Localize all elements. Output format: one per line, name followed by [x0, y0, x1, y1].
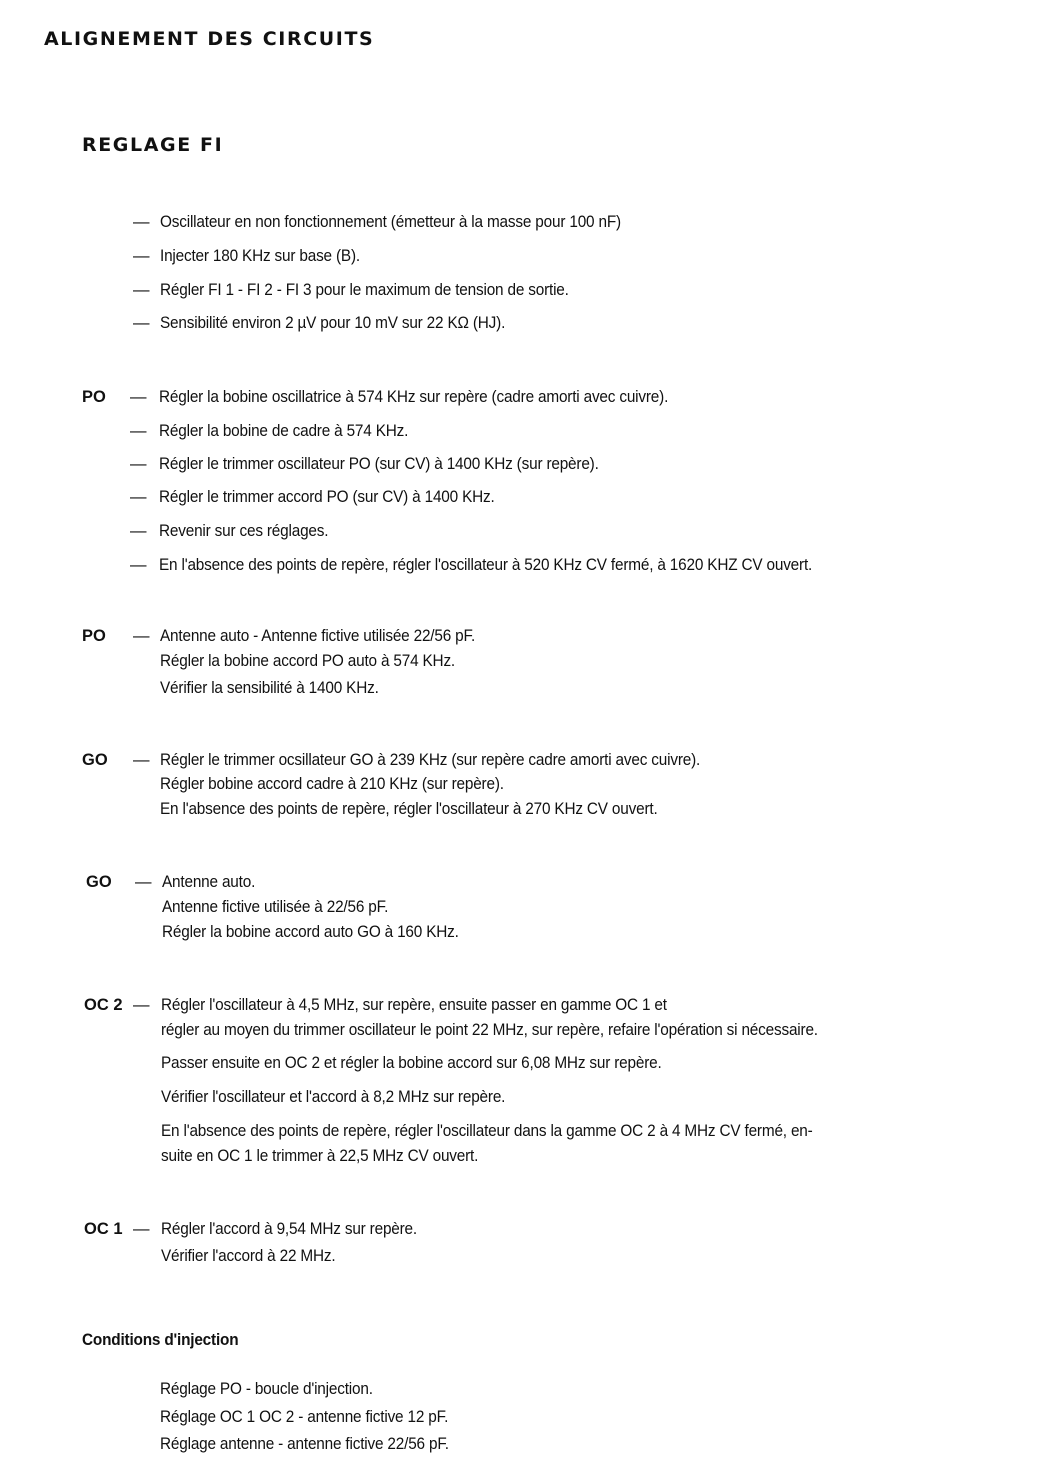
- oc2-line: Vérifier l'oscillateur et l'accord à 8,2 MHz sur repère.: [161, 1088, 506, 1106]
- dash: —: [133, 627, 150, 645]
- dash: —: [133, 247, 150, 265]
- fi-item: Injecter 180 KHz sur base (B).: [160, 247, 360, 265]
- po-item: Régler le trimmer accord PO (sur CV) à 1400 KHz.: [159, 488, 495, 506]
- dash: —: [133, 1220, 150, 1238]
- oc2-line: En l'absence des points de repère, régler l'oscillateur dans la gamme OC 2 à 4 MHz CV fermé, en-: [161, 1122, 813, 1140]
- go-auto-line: Antenne fictive utilisée à 22/56 pF.: [162, 898, 389, 916]
- po-item: Régler le trimmer oscillateur PO (sur CV) à 1400 KHz (sur repère).: [159, 455, 599, 473]
- document-title: ALIGNEMENT DES CIRCUITS: [44, 28, 375, 50]
- band-label-po: PO: [82, 388, 106, 406]
- dash: —: [130, 388, 147, 406]
- po-item: Régler la bobine oscillatrice à 574 KHz sur repère (cadre amorti avec cuivre).: [159, 388, 669, 406]
- go-auto-line: Régler la bobine accord auto GO à 160 KHz.: [162, 923, 459, 941]
- go-auto-line: Antenne auto.: [162, 873, 256, 891]
- go-line: En l'absence des points de repère, régler l'oscillateur à 270 KHz CV ouvert.: [160, 800, 658, 818]
- band-label-oc2: OC 2: [84, 996, 123, 1014]
- dash: —: [133, 751, 150, 769]
- fi-item: Régler FI 1 - FI 2 - FI 3 pour le maximum de tension de sortie.: [160, 281, 569, 299]
- conditions-line: Réglage OC 1 OC 2 - antenne fictive 12 pF.: [160, 1408, 449, 1426]
- dash: —: [130, 488, 147, 506]
- dash: —: [133, 281, 150, 299]
- po-auto-line: Vérifier la sensibilité à 1400 KHz.: [160, 679, 379, 697]
- po-item: Revenir sur ces réglages.: [159, 522, 329, 540]
- band-label-go: GO: [82, 751, 108, 769]
- oc1-line: Vérifier l'accord à 22 MHz.: [161, 1247, 336, 1265]
- oc2-line: régler au moyen du trimmer oscillateur le point 22 MHz, sur repère, refaire l'opération si nécessaire.: [161, 1021, 818, 1039]
- oc2-line: suite en OC 1 le trimmer à 22,5 MHz CV ouvert.: [161, 1147, 479, 1165]
- po-item: En l'absence des points de repère, régler l'oscillateur à 520 KHz CV fermé, à 1620 KHZ CV ouvert.: [159, 556, 813, 574]
- fi-item: Sensibilité environ 2 µV pour 10 mV sur 22 KΩ (HJ).: [160, 314, 506, 332]
- section-heading-reglage-fi: REGLAGE FI: [82, 134, 224, 156]
- band-label-go: GO: [86, 873, 112, 891]
- po-auto-line: Antenne auto - Antenne fictive utilisée 22/56 pF.: [160, 627, 476, 645]
- dash: —: [130, 522, 147, 540]
- dash: —: [130, 556, 147, 574]
- po-item: Régler la bobine de cadre à 574 KHz.: [159, 422, 409, 440]
- oc2-line: Régler l'oscillateur à 4,5 MHz, sur repère, ensuite passer en gamme OC 1 et: [161, 996, 667, 1014]
- oc2-line: Passer ensuite en OC 2 et régler la bobine accord sur 6,08 MHz sur repère.: [161, 1054, 662, 1072]
- dash: —: [135, 873, 152, 891]
- conditions-line: Réglage PO - boucle d'injection.: [160, 1380, 373, 1398]
- band-label-oc1: OC 1: [84, 1220, 123, 1238]
- go-line: Régler le trimmer ocsillateur GO à 239 KHz (sur repère cadre amorti avec cuivre).: [160, 751, 701, 769]
- oc1-line: Régler l'accord à 9,54 MHz sur repère.: [161, 1220, 417, 1238]
- band-label-po: PO: [82, 627, 106, 645]
- dash: —: [130, 455, 147, 473]
- fi-item: Oscillateur en non fonctionnement (émetteur à la masse pour 100 nF): [160, 213, 621, 231]
- go-line: Régler bobine accord cadre à 210 KHz (sur repère).: [160, 775, 504, 793]
- dash: —: [130, 422, 147, 440]
- conditions-heading: Conditions d'injection: [82, 1331, 239, 1349]
- dash: —: [133, 213, 150, 231]
- po-auto-line: Régler la bobine accord PO auto à 574 KHz.: [160, 652, 456, 670]
- conditions-line: Réglage antenne - antenne fictive 22/56 pF.: [160, 1435, 449, 1453]
- dash: —: [133, 314, 150, 332]
- dash: —: [133, 996, 150, 1014]
